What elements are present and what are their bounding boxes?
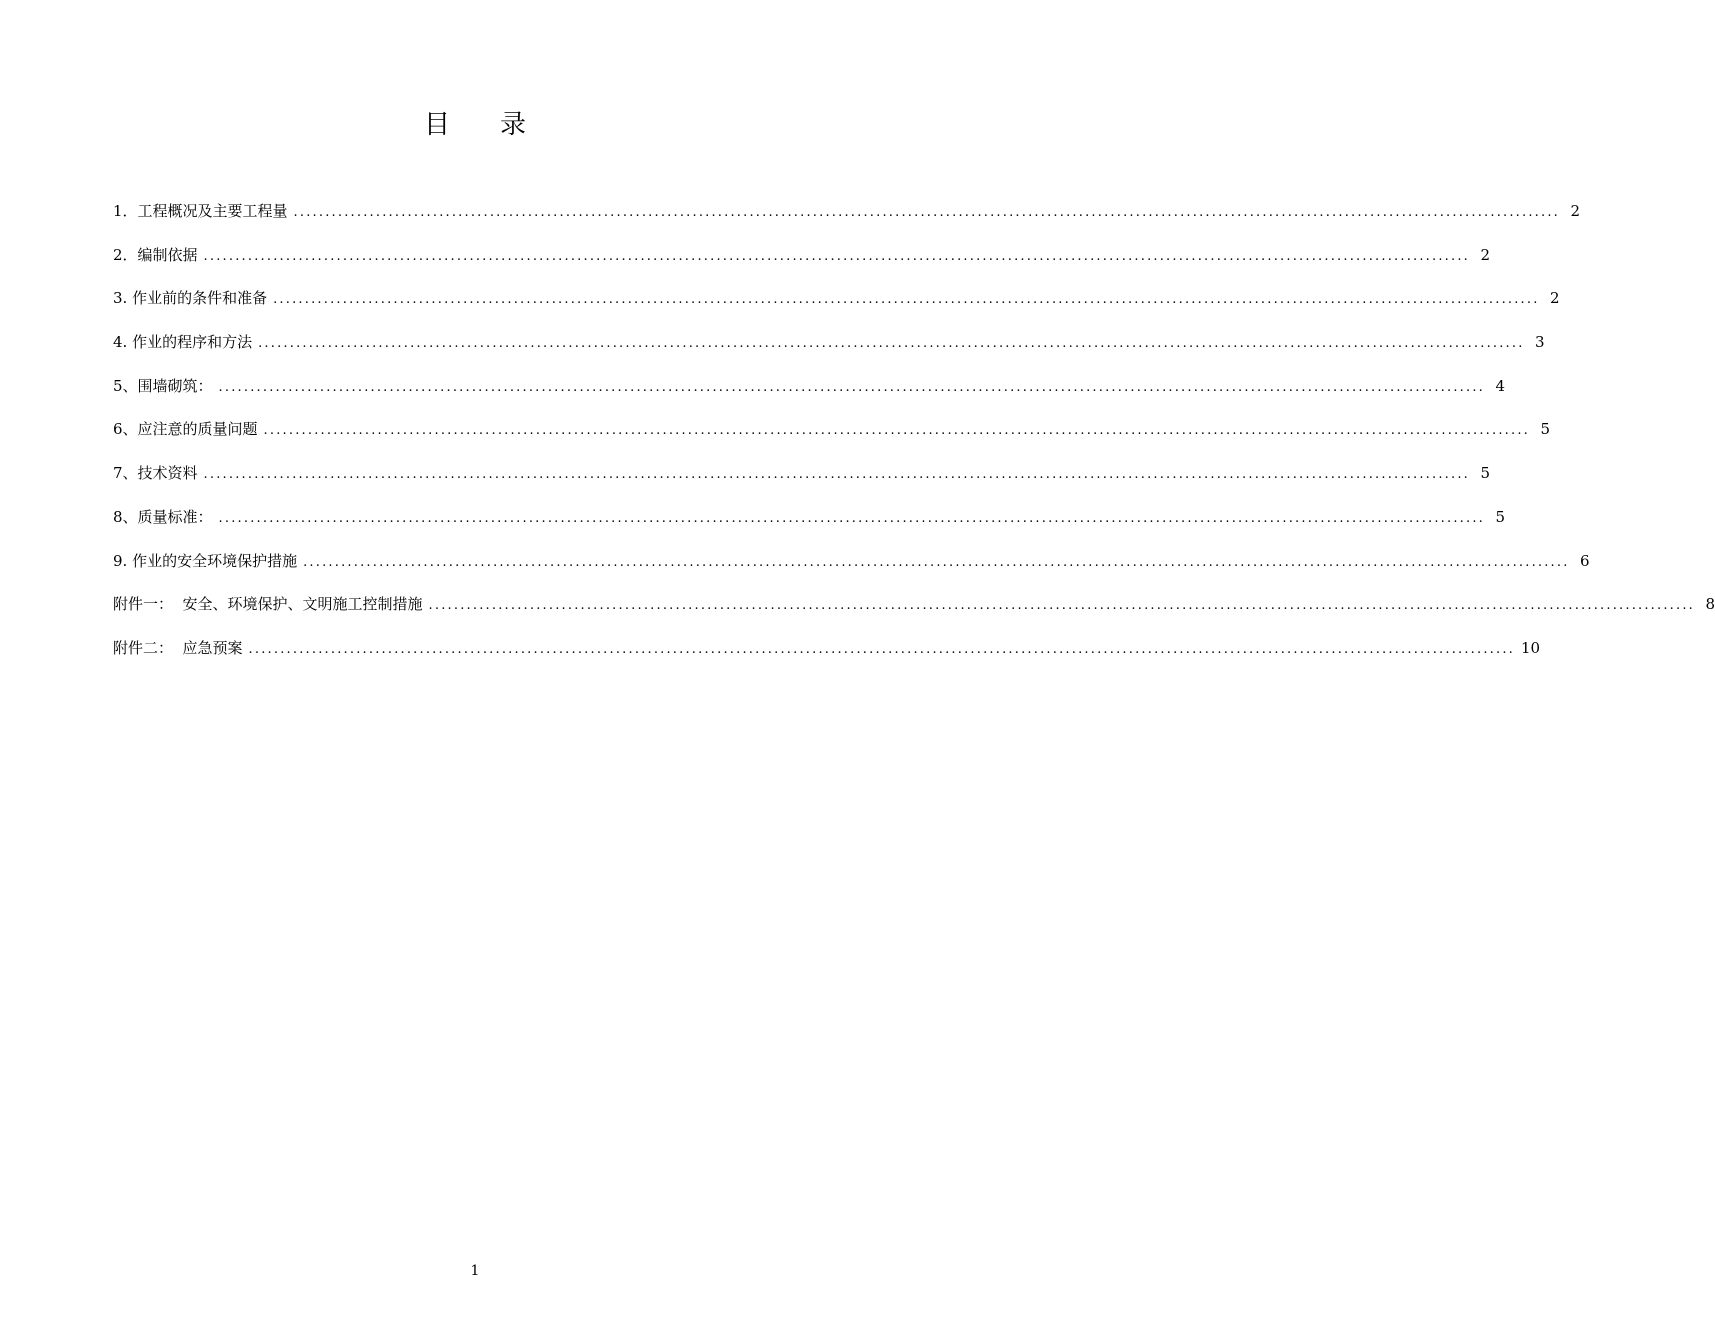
title-char-1: 目 [423,110,450,140]
page-number: 1 [470,1263,480,1279]
toc-entry[interactable] [113,418,1551,462]
page-title [0,104,950,141]
toc-leader-dots: ........................................................................................................................................................................................................ [203,248,1471,264]
toc-entry[interactable] [113,550,1590,594]
toc-entry[interactable] [113,331,1545,375]
toc-entry[interactable] [113,375,1506,419]
toc-entry-title: 1．工程概况及主要工程量 [113,202,288,220]
toc-entry[interactable] [113,637,1541,681]
toc-entry-title: 5、围墙砌筑： [113,376,213,395]
toc-entry-page: 5 [1540,420,1551,439]
toc-entry-title: 7、技术资料 [113,464,198,483]
toc-leader-dots: ........................................................................................................................................................................................................ [258,336,1525,352]
toc-entry-title: 附件二： 应急预案 [113,638,243,657]
toc-entry-page: 8 [1705,595,1715,614]
toc-entry-page: 2 [1550,289,1560,308]
toc-entry-title: 2．编制依据 [113,245,198,264]
toc-leader-dots: ........................................................................................................................................................................................................ [303,554,1570,570]
toc-entry[interactable] [113,506,1506,550]
toc-entry[interactable] [113,593,1715,637]
toc-entry-page: 2 [1480,245,1491,264]
toc-entry-page: 6 [1580,551,1590,570]
toc-leader-dots: ........................................................................................................................................................................................................ [218,510,1486,526]
toc-entry-title: 3. 作业前的条件和准备 [113,289,268,308]
toc-entry-title: 9. 作业的安全环境保护措施 [113,551,298,570]
toc-leader-dots: ........................................................................................................................................................................................................ [203,467,1471,483]
toc-leader-dots: ........................................................................................................................................................................................................ [428,598,1696,614]
toc-entry-title: 附件一： 安全、环境保护、文明施工控制措施 [113,595,423,614]
toc-entry-page: 5 [1495,507,1506,526]
title-char-2: 录 [500,110,527,140]
toc-entry[interactable] [113,462,1491,506]
toc-leader-dots: ........................................................................................................................................................................................................ [248,641,1516,657]
toc-entry-page: 2 [1570,202,1581,220]
toc-leader-dots: ........................................................................................................................................................................................................ [263,423,1531,439]
toc-entry[interactable] [113,244,1491,288]
toc-entry-page: 5 [1480,464,1491,483]
toc-entry-title: 8、质量标准： [113,507,213,526]
toc-entry-page: 3 [1535,333,1545,352]
toc-entry-title: 6、应注意的质量问题 [113,420,258,439]
toc-entry[interactable] [113,287,1560,331]
table-of-contents [113,200,1715,681]
toc-leader-dots: ........................................................................................................................................................................................................ [218,379,1486,395]
toc-entry-page: 10 [1521,638,1541,657]
toc-entry[interactable] [113,200,1581,244]
toc-leader-dots: ........................................................................................................................................................................................................ [273,292,1540,308]
toc-entry-page: 4 [1495,376,1506,395]
toc-leader-dots: ........................................................................................................................................................................................................ [293,205,1561,220]
toc-entry-title: 4. 作业的程序和方法 [113,333,253,352]
